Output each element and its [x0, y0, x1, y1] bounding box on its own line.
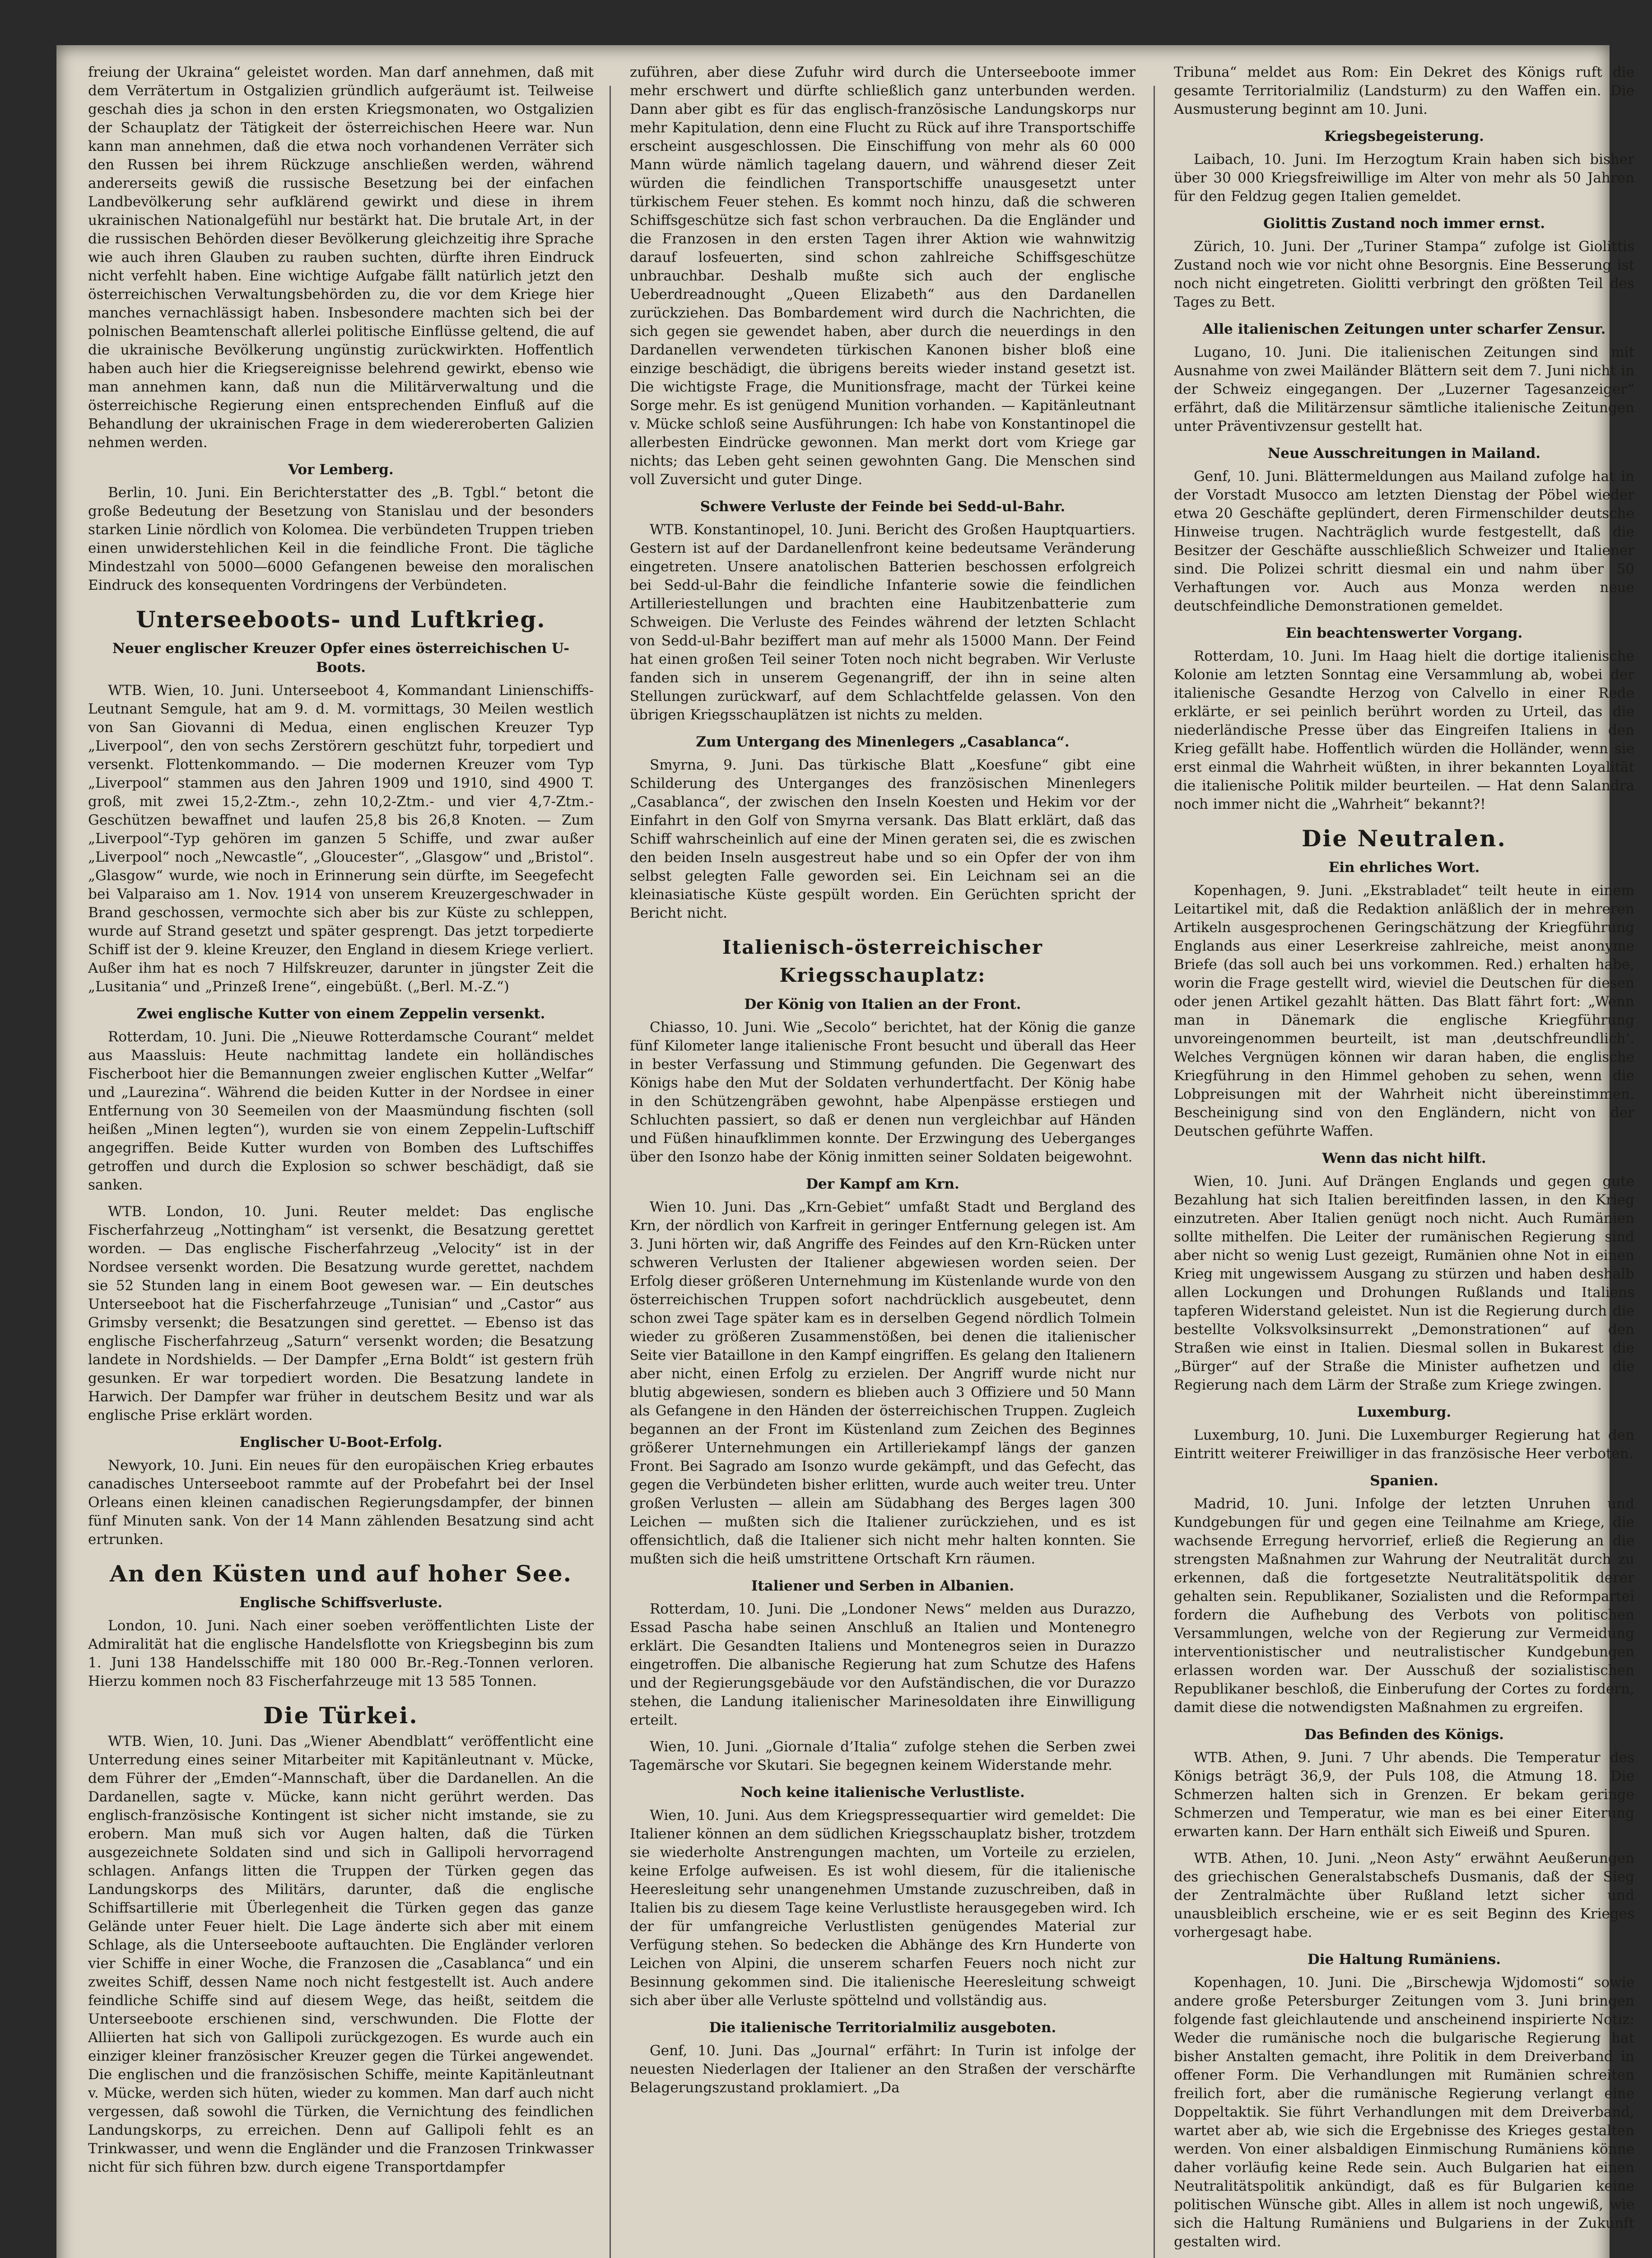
section-heading: Englischer U-Boot-Erfolg. — [239, 1434, 442, 1451]
article-text: Smyrna, 9. Juni. Das türkische Blatt „Koesfune“ gibt eine Schilderung des Unterganges des französischen Minenlegers „Casablanca“, der zwischen den Inseln Koesten und Hekim vor der Einfahrt in den Golf von Smyrna versank. Das Blatt erklärt, daß das Schiff wahrscheinlich auf eine der Minen geraten sei, die es zwischen den beiden Inseln ausgestreut habe und so ein Opfer der von ihm selbst gelegten Falle geworden sei. Ein Leichnam sei an die kleinasiatische Küste gespült worden. Ein Gerüchten spricht der Bericht nicht. — [630, 757, 1135, 921]
section-heading: Kriegsbegeisterung. — [1324, 128, 1484, 145]
article-text: Zürich, 10. Juni. Der „Turiner Stampa“ zufolge ist Giolittis Zustand noch wie vor nicht ohne Besorgnis. Eine Besserung ist noch nicht eingetreten. Giolitti verbringt den größten Teil des Tages zu Bett. — [1174, 238, 1634, 310]
article-text: freiung der Ukraina“ geleistet worden. Man darf annehmen, daß mit dem Verrätertum in Ostgalizien gründlich aufgeräumt ist. Teilweise geschah dies ja schon in den ersten Kriegsmonaten, wo Ostgalizien der Schauplatz der Tätigkeit der österreichischen Heere war. Nun kann man annehmen, daß die etwa noch vorhandenen Verräter sich den Russen bei ihrem Rückzuge anschließen werden, während andererseits gewiß die russische Besetzung bei der einfachen Landbevölkerung sehr aufklärend gewirkt und diese in ihrem ukrainischen Nationalgefühl nur bestärkt hat. Die brutale Art, in der die russischen Behörden dieser Bevölkerung gleichzeitig ihre Sprache wie auch ihren Glauben zu rauben suchten, dürfte ihren Eindruck nicht verfehlt haben. Eine wichtige Aufgabe fällt natürlich jetzt den österreichischen Verwaltungsbehörden zu, die vor dem Kriege hier manches vernachlässigt haben. Insbesondere machten sich bei der polnischen Beamtenschaft allerlei politische Einflüsse geltend, die auf die ukrainische Bevölkerung ungünstig zurückwirkten. Hoffentlich haben auch hier die Kriegsereignisse belehrend gewirkt, ebenso wie man annehmen kann, daß nun die Militärverwaltung und die österreichische Regierung einen entsprechenden Einfluß auf die Behandlung der ukrainischen Frage in dem wiedereroberten Galizien nehmen werden. — [88, 64, 594, 451]
section-heading: Ein beachtenswerter Vorgang. — [1285, 625, 1523, 641]
article-text: Kopenhagen, 9. Juni. „Ekstrabladet“ teilt heute in einem Leitartikel mit, daß die Redaktion anläßlich der in mehreren Artikeln ausgesprochenen Geringschätzung der Kriegführung Englands aus einer Leserkreise zahlreiche, meist anonyme Briefe (das soll auch bei uns vorkommen. Red.) erhalten habe, worin die Frage gestellt wird, wieviel die Deutschen für diesen oder jenen Artikel gezahlt hätten. Das Blatt fährt fort: „Wenn man in Dänemark die englische Kriegführung unvoreingenommen beurteilt, ist man ,deutschfreundlich‘. Welches Vergnügen können wir daran haben, die englische Kriegführung in den Himmel gehoben zu sehen, wenn die Lobpreisungen mit der Wahrheit nicht übereinstimmen. Bescheinigung sind von den Engländern, nicht von der Deutschen geführte Waffen. — [1174, 882, 1634, 1139]
article-text: Genf, 10. Juni. Blättermeldungen aus Mailand zufolge hat in der Vorstadt Musocco am letzten Dienstag der Pöbel wieder etwa 20 Geschäfte geplündert, deren Firmenschilder deutsche Hinweise trugen. Nachträglich wurde festgestellt, daß die Besitzer der Geschäfte ausschließlich Schweizer und Italiener sind. Die Polizei schritt diesmal ein und nahm über 50 Verhaftungen vor. Auch aus Monza werden neue deutschfeindliche Demonstrationen gemeldet. — [1174, 468, 1634, 614]
section-heading: Der König von Italien an der Front. — [744, 996, 1021, 1012]
article-text: Rotterdam, 10. Juni. Im Haag hielt die dortige italienische Kolonie am letzten Sonntag eine Versammlung ab, wobei der italienische Gesandte Herzog von Calvello in einer Rede erklärte, er sei peinlich berührt worden zu Urteil, das die niederländische Presse über das Eingreifen Italiens in den Krieg gefällt habe. Hoffentlich würden die Holländer, wenn sie erst einmal die Wahrheit wüßten, in ihrer bekannten Loyalität die italienische Politik milder beurteilen. — Hat denn Salandra noch immer nicht die „Wahrheit“ bekannt?! — [1174, 648, 1634, 812]
article-text: WTB. Wien, 10. Juni. Unterseeboot 4, Kommandant Linienschiffs-Leutnant Semgule, hat am 9. d. M. vormittags, 30 Meilen westlich von San Giovanni di Medua, einen englischen Kreuzer Typ „Liverpool“, den von sechs Zerstörern geschützt fuhr, torpediert und versenkt. Flottenkommando. — Die modernen Kreuzer vom Typ „Liverpool“ stammen aus den Jahren 1909 und 1910, sind 4900 T. groß, mit zwei 15,2-Ztm.-, zehn 10,2-Ztm.- und vier 4,7-Ztm.-Geschützen bewaffnet und laufen 25,8 bis 26,8 Knoten. — Zum „Liverpool“-Typ gehören im ganzen 5 Schiffe, und zwar außer „Liverpool“ noch „Newcastle“, „Gloucester“, „Glasgow“ und „Bristol“. „Glasgow“ wurde, wie noch in Erinnerung sein dürfte, im Seegefecht bei Valparaiso am 1. Nov. 1914 von unserem Kreuzergeschwader in Brand geschossen, vermochte sich aber bis zur Küste zu schleppen, wurde auf Strand gesetzt und später gesprengt. Das jetzt torpedierte Schiff ist der 9. kleine Kreuzer, den England in diesem Kriege verliert. Außer ihm hat es noch 7 Hilfskreuzer, darunter in jüngster Zeit die „Lusitania“ und „Prinzeß Irene“, eingebüßt. („Berl. M.-Z.“) — [88, 682, 594, 995]
article-text: Wien, 10. Juni. Auf Drängen Englands und gegen gute Bezahlung hat sich Italien bereitfinden lassen, in den Krieg einzutreten. Aber Italien genügt noch nicht. Auch Rumänien sollte mithelfen. Die Leiter der rumänischen Regierung sind aber nicht so wenig Lust gezeigt, Rumänien ohne Not in einen Krieg mit ungewissem Ausgang zu stürzen und haben deshalb allen Lockungen und Drohungen Rußlands und Italiens tapferen Widerstand geleistet. Nun ist die Regierung durch die bestellte Volksvolksinsurrekt „Demonstrationen“ auf den Straßen wie einst in Italien. Diesmal sollen in Bukarest die „Bürger“ auf der Straße die Minister aufhetzen und die Regierung nach dem Lärm der Straße zum Kriege zwingen. — [1174, 1173, 1634, 1393]
section-heading: Der Kampf am Krn. — [806, 1176, 959, 1192]
article-text: Chiasso, 10. Juni. Wie „Secolo“ berichtet, hat der König die ganze fünf Kilometer lange italienische Front besucht und überall das Heer in bester Verfassung und Stimmung gefunden. Die Gegenwart des Königs habe den Mut der Soldaten verhundertfacht. Der König habe in den Schützengräben gewohnt, habe Alpenpässe erstiegen und Schluchten passiert, so daß er denen nun vergleichbar auf Händen und Füßen hinaufklimmen konnte. Der Erzwingung des Ueberganges über den Isonzo habe der König inmitten seiner Soldaten beigewohnt. — [630, 1019, 1135, 1165]
article-text: Rotterdam, 10. Juni. Die „Londoner News“ melden aus Durazzo, Essad Pascha habe seinen Anschluß an Italien und Montenegro erklärt. Die Gesandten Italiens und Montenegros seien in Durazzo eingetroffen. Die albanische Regierung hat zum Schutze des Hafens und der Regierungsgebäude vor den Aufständischen, die vor Durazzo stehen, die Landung italienischer Marinesoldaten ihre Einwilligung erteilt. — [630, 1601, 1135, 1728]
section-heading: Das Befinden des Königs. — [1304, 1726, 1504, 1743]
section-heading: Ein ehrliches Wort. — [1328, 859, 1480, 876]
article-text: Berlin, 10. Juni. Ein Berichterstatter des „B. Tgbl.“ betont die große Bedeutung der Besetzung von Stanislau und der besonders starken Linie nördlich von Kolomea. Die verbündeten Truppen trieben einen unwiderstehlichen Keil in die feindliche Front. Die tägliche Mindestzahl von 5000—6000 Gefangenen beweise den moralischen Eindruck des konsequenten Vordringens der Verbündeten. — [88, 485, 594, 593]
section-heading: Englische Schiffsverluste. — [239, 1595, 442, 1611]
article-text: WTB. Athen, 10. Juni. „Neon Asty“ erwähnt Aeußerungen des griechischen Generalstabschefs Dusmanis, daß der Sieg der Zentralmächte über Rußland letzt sicher und unausbleiblich erscheine, wie er es seit Beginn des Krieges vorhergesagt habe. — [1174, 1850, 1634, 1941]
column-rule — [1154, 86, 1155, 2258]
section-heading: Italiener und Serben in Albanien. — [751, 1578, 1014, 1594]
article-text: WTB. Konstantinopel, 10. Juni. Bericht des Großen Hauptquartiers. Gestern ist auf der Dardanellenfront keine bedeutsame Veränderung eingetreten. Unsere anatolischen Batterien beschossen erfolgreich bei Sedd-ul-Bahr die feindliche Infanterie sowie die feindlichen Artilleriestellungen und brachten eine Haubitzenbatterie zum Schweigen. Die Verluste des Feindes während der letzten Schlacht von Sedd-ul-Bahr beziffert man auf mehr als 15000 Mann. Der Feind hat einen großen Teil seiner Toten noch nicht begraben. Wir Verluste fanden sich in unserem Gegenangriff, der ihn in seine alten Stellungen zurückwarf, auf dem Schlachtfelde gelassen. Von den übrigen Kriegsschauplätzen ist nichts zu melden. — [630, 522, 1135, 723]
article-text: Wien, 10. Juni. „Giornale d’Italia“ zufolge stehen die Serben zwei Tagemärsche vor Skutari. Sie begegnen keinem Widerstande mehr. — [630, 1739, 1135, 1773]
article-text: Wien 10. Juni. Das „Krn-Gebiet“ umfaßt Stadt und Bergland des Krn, der nördlich von Karfreit in geringer Entfernung gelegen ist. Am 3. Juni hörten wir, daß Angriffe des Feindes auf den Krn-Rücken unter schweren Verlusten der Italiener abgewiesen worden seien. Der Erfolg dieser größeren Unternehmung im Küstenlande wurde von den österreichischen Truppen sofort nachdrücklich ausgebeutet, denn schon zwei Tage später kam es in derselben Gegend nördlich Tolmein wieder zu größeren Zusammenstößen, bei denen die italienischer Seite vier Bataillone in den Kampf eingriffen. Es gelang den Italienern aber nicht, einen Erfolg zu erzielen. Der Angriff wurde nicht nur blutig abgewiesen, sondern es blieben auch 3 Offiziere und 50 Mann als Gefangene in den Händen der österreichischen Truppen. Zugleich begannen an der Front im Küstenland zum Zeichen des Beginnes größerer Unternehmungen ein Artilleriekampf längs der ganzen Front. Bei Sagrado am Isonzo wurde gekämpft, und das Gefecht, das gegen die Verbündeten bisher erlitten, wurde auch weiter treu. Unter großen Verlusten — allein am Südabhang des Berges lagen 300 Leichen — mußten sich die Italiener zurückziehen, und es ist offensichtlich, daß die Italiener sich nicht mehr halten konnten. Sie mußten sich die heiß umstrittene Ortschaft Krn räumen. — [630, 1199, 1135, 1567]
section-heading: Die Haltung Rumäniens. — [1307, 1951, 1501, 1968]
section-heading: Zwei englische Kutter von einem Zeppelin versenkt. — [136, 1006, 545, 1022]
section-heading: Die italienische Territorialmiliz ausgeboten. — [709, 2020, 1056, 2036]
section-heading: Zum Untergang des Minenlegers „Casablanca“. — [696, 734, 1070, 750]
article-text: Rotterdam, 10. Juni. Die „Nieuwe Rotterdamsche Courant“ meldet aus Maassluis: Heute nachmittag landete ein holländisches Fischerboot hier die Bemannungen zweier englischen Kutter „Welfar“ und „Laurezina“. Während die beiden Kutter in der Nordsee in einer Entfernung von 30 Seemeilen von der Maasmündung fischten (soll heißen „Minen legten“), wurden sie von einem Zeppelin-Luftschiff angegriffen. Beide Kutter wurden von Bomben des Luftschiffes getroffen und durch die Explosion so schwer beschädigt, daß sie sanken. — [88, 1029, 594, 1193]
article-text: Madrid, 10. Juni. Infolge der letzten Unruhen und Kundgebungen für und gegen eine Teilnahme am Kriege, die wachsende Erregung hervorrief, erließ die Regierung an die strengsten Maßnahmen zur Wahrung der Neutralität durch zu erkennen, daß die fortgesetzte Neutralitätspolitik derer gehalten sein. Republikaner, Sozialisten und die Reformpartei fordern die Aufhebung des Verbots von politischen Versammlungen, welche von der Regierung zur Vermeidung interventionistischer und neutralistischer Kundgebungen erlassen worden war. Der Ausschuß der sozialistischen Republikaner beschloß, die Einberufung der Cortes zu fordern, damit diese die notwendigsten Maßnahmen zu ergreifen. — [1174, 1496, 1634, 1716]
article-text: WTB. London, 10. Juni. Reuter meldet: Das englische Fischerfahrzeug „Nottingham“ ist versenkt, die Besatzung gerettet worden. — Das englische Fischerfahrzeug „Velocity“ ist in der Nordsee versenkt worden. Die Besatzung wurde gerettet, nachdem sie 52 Stunden lang in einem Boot gewesen war. — Ein deutsches Unterseeboot hat die Fischerfahrzeuge „Tunisian“ und „Castor“ aus Grimsby versenkt; die Besatzungen sind gerettet. — Ebenso ist das englische Fischerfahrzeug „Saturn“ versenkt worden; die Besatzung landete in Nordshields. — Der Dampfer „Erna Boldt“ ist gestern früh gesunken. Er war torpediert worden. Die Besatzung landete in Harwich. Der Dampfer war früher in deutschem Besitz und war als englische Prise erklärt worden. — [88, 1204, 594, 1423]
section-heading: Neuer englischer Kreuzer Opfer eines österreichischen U-Boots. — [112, 640, 570, 676]
section-title: Italienisch-österreichischer Kriegsschauplatz: — [722, 936, 1043, 986]
column-3 — [1174, 63, 1634, 2258]
section-heading: Alle italienischen Zeitungen unter scharfer Zensur. — [1202, 321, 1606, 337]
article-text: Luxemburg, 10. Juni. Die Luxemburger Regierung hat den Eintritt weiterer Freiwilliger in das französische Heer verboten. — [1174, 1427, 1634, 1462]
article-text: Newyork, 10. Juni. Ein neues für den europäischen Krieg erbautes canadisches Unterseeboot rammte auf der Probefahrt bei der Insel Orleans einen kleinen canadischen Regierungsdampfer, der binnen fünf Minuten sank. Von der 14 Mann zählenden Besatzung sind acht ertrunken. — [88, 1457, 594, 1548]
article-text: WTB. Wien, 10. Juni. Das „Wiener Abendblatt“ veröffentlicht eine Unterredung eines seiner Mitarbeiter mit Kapitänleutnant v. Mücke, dem Führer der „Emden“-Mannschaft, über die Dardanellen. An die Dardanellen, sagte v. Mücke, kann nicht gerührt werden. Das englisch-französische Kontingent ist sicher nicht imstande, sie zu erobern. Man muß sich vor Augen halten, daß die Türken ausgezeichnete Soldaten sind und sich in Gallipoli hervorragend schlagen. Anfangs litten die Truppen der Türken gegen das Landungskorps des Militärs, darunter, daß die englische Schiffsartillerie mit Überlegenheit die Türken gegen das ganze Gelände unter Feuer hielt. Die Lage änderte sich aber mit einem Schlage, als die Unterseeboote auftauchten. Die Engländer verloren vier Schiffe in einer Woche, die Franzosen die „Casablanca“ und ein zweites Schiff, dessen Name noch nicht festgestellt ist. Auch andere feindliche Schiffe sind auf diesem Wege, das heißt, seitdem die Unterseeboote erschienen sind, verschwunden. Die Flotte der Alliierten hat sich von Gallipoli zurückgezogen. Es wurde auch ein einziger kleiner französischer Kreuzer gegen die Türkei angewendet. Die englischen und die französischen Schiffe, meinte Kapitänleutnant v. Mücke, werden sich hüten, wieder zu kommen. Man darf auch nicht vergessen, daß sowohl die Türken, die Vernichtung des feindlichen Landungskorps, zu erreichen. Denn auf Gallipoli fehlt es an Trinkwasser, und wenn die Engländer und die Franzosen Trinkwasser nicht für sich führen bzw. durch eigene Transportdampfer — [88, 1733, 594, 2175]
section-heading: Spanien. — [1370, 1473, 1438, 1489]
section-heading: Luxemburg. — [1357, 1404, 1452, 1420]
section-title: Unterseeboots- und Luftkrieg. — [136, 606, 546, 633]
column-1 — [88, 63, 594, 2185]
column-rule — [610, 86, 611, 2258]
article-text: Lugano, 10. Juni. Die italienischen Zeitungen sind mit Ausnahme von zwei Mailänder Blättern seit dem 7. Juni nicht in der Schweiz eingegangen. Der „Luzerner Tagesanzeiger“ erfährt, daß die Militärzensur sämtliche italienische Zeitungen unter Präventivzensur gestellt hat. — [1174, 344, 1634, 434]
section-heading: Neue Ausschreitungen in Mailand. — [1267, 445, 1541, 462]
section-heading: Vor Lemberg. — [288, 462, 394, 478]
section-title: An den Küsten und auf hoher See. — [109, 1560, 572, 1587]
article-text: Tribuna“ meldet aus Rom: Ein Dekret des Königs ruft die gesamte Territorialmiliz (Landsturm) zu den Waffen ein. Die Ausmusterung beginnt am 10. Juni. — [1174, 64, 1634, 117]
article-text: Kopenhagen, 10. Juni. Die „Birschewja Wjdomosti“ sowie andere große Petersburger Zeitungen vom 3. Juni bringen folgende fast gleichlautende und anscheinend inspirierte Notiz: Weder die rumänische noch die bulgarische Regierung hat bisher Anstalten gemacht, ihre Politik in dem Dreiverband in offener Form. Die Verhandlungen mit Rumänien schreiten freilich fort, aber die rumänische Regierung verlangt eine Doppeltaktik. Sie führt Verhandlungen mit dem Dreiverband, wartet aber ab, wie sich die Ergebnisse des Krieges gestalten werden. Von einer alsbaldigen Einmischung Rumäniens könne daher vorläufig keine Rede sein. Auch Bulgarien hat einen Neutralitätspolitik ankündigt, daß es für Bulgarien keine politischen Wünsche gibt. Alles in allem ist noch ungewiß, wie sich die Haltung Rumäniens und Bulgariens in der Zukunft gestalten wird. — [1174, 1974, 1634, 2250]
section-heading: Schwere Verluste der Feinde bei Sedd-ul-Bahr. — [700, 499, 1066, 515]
article-text: London, 10. Juni. Nach einer soeben veröffentlichten Liste der Admiralität hat die englische Handelsflotte von Kriegsbeginn bis zum 1. Juni 138 Handelsschiffe mit 180 000 Br.-Reg.-Tonnen verloren. Hierzu kommen noch 83 Fischerfahrzeuge mit 13 585 Tonnen. — [88, 1618, 594, 1689]
article-text: WTB. Athen, 9. Juni. 7 Uhr abends. Die Temperatur des Königs beträgt 36,9, der Puls 108, die Atmung 18. Die Schmerzen halten sich in Grenzen. Er bekam geringe Schmerzen und Temperatur, wie man es bei einer Eiterung erwarten kann. Der Harn enthält sich Eiweiß und Spuren. — [1174, 1749, 1634, 1840]
section-title: Die Türkei. — [263, 1702, 419, 1729]
article-text: Genf, 10. Juni. Das „Journal“ erfährt: In Turin ist infolge der neuesten Niederlagen der Italiener an den Straßen der verschärfte Belagerungszustand proklamiert. „Da — [630, 2043, 1135, 2096]
column-2 — [630, 63, 1135, 2105]
section-heading: Giolittis Zustand noch immer ernst. — [1263, 215, 1545, 232]
article-text: zuführen, aber diese Zufuhr wird durch die Unterseeboote immer mehr erschwert und dürfte schließlich ganz unterbunden werden. Dann aber gibt es für das englisch-französische Landungskorps nur mehr Kapitulation, denn eine Flucht zu Rück auf ihre Transportschiffe erscheint ausgeschlossen. Die Einschiffung von mehr als 60 000 Mann würde nämlich tagelang dauern, und während dieser Zeit würden die feindlichen Transportschiffe unausgesetzt unter türkischem Feuer stehen. Es kommt noch hinzu, daß die schweren Schiffsgeschütze sich fast schon verbrauchen. Da die Engländer und die Franzosen in den ersten Tagen ihrer Aktion wie wahnwitzig darauf losfeuerten, sind schon zahlreiche Schiffsgeschütze unbrauchbar. Deshalb mußte sich auch der englische Ueberdreadnought „Queen Elizabeth“ aus den Dardanellen zurückziehen. Das Bombardement wird durch die Nachrichten, die sich gegen sie gewendet haben, aber durch die neuerdings in den Dardanellen verwendeten türkischen Kanonen bisher bloß eine einzige beschädigt, die übrigens bereits wieder instand gesetzt ist. Die wichtigste Frage, die Munitionsfrage, macht der Türkei keine Sorge mehr. Es ist genügend Munition vorhanden. — Kapitänleutnant v. Mücke schloß seine Ausführungen: Ich habe von Konstantinopel die allerbesten Eindrücke gewonnen. Man merkt dort vom Kriege gar nichts; das Leben geht seinen gewohnten Gang. Die Menschen sind voll Zuversicht und guter Dinge. — [630, 64, 1135, 488]
section-title: Die Neutralen. — [1302, 825, 1507, 852]
section-heading: Noch keine italienische Verlustliste. — [740, 1784, 1025, 1801]
article-text: Laibach, 10. Juni. Im Herzogtum Krain haben sich bisher über 30 000 Kriegsfreiwillige im Alter von mehr als 50 Jahren für den Feldzug gegen Italien gemeldet. — [1174, 151, 1634, 205]
article-text: Wien, 10. Juni. Aus dem Kriegspressequartier wird gemeldet: Die Italiener können an dem südlichen Kriegsschauplatz bisher, trotzdem sie wiederholte Anstrengungen machten, um Vorteile zu erzielen, keine Erfolge aufweisen. Es ist wohl diesem, für die italienische Heeresleitung sehr unangenehmen Umstande zuzuschreiben, daß in Italien bis zu diesem Tage keine Verlustliste herausgegeben wird. Ich der für umfangreiche Verlustlisten genügendes Material zur Verfügung stehen. So bedecken die Abhänge des Krn Hunderte von Leichen von Alpini, die unserem scharfen Feuers noch nicht zur Besinnung gekommen sind. Die italienische Heeresleitung schweigt sich aber über alle Verluste spöttelnd und vollständig aus. — [630, 1807, 1135, 2009]
section-heading: Wenn das nicht hilft. — [1322, 1150, 1486, 1166]
